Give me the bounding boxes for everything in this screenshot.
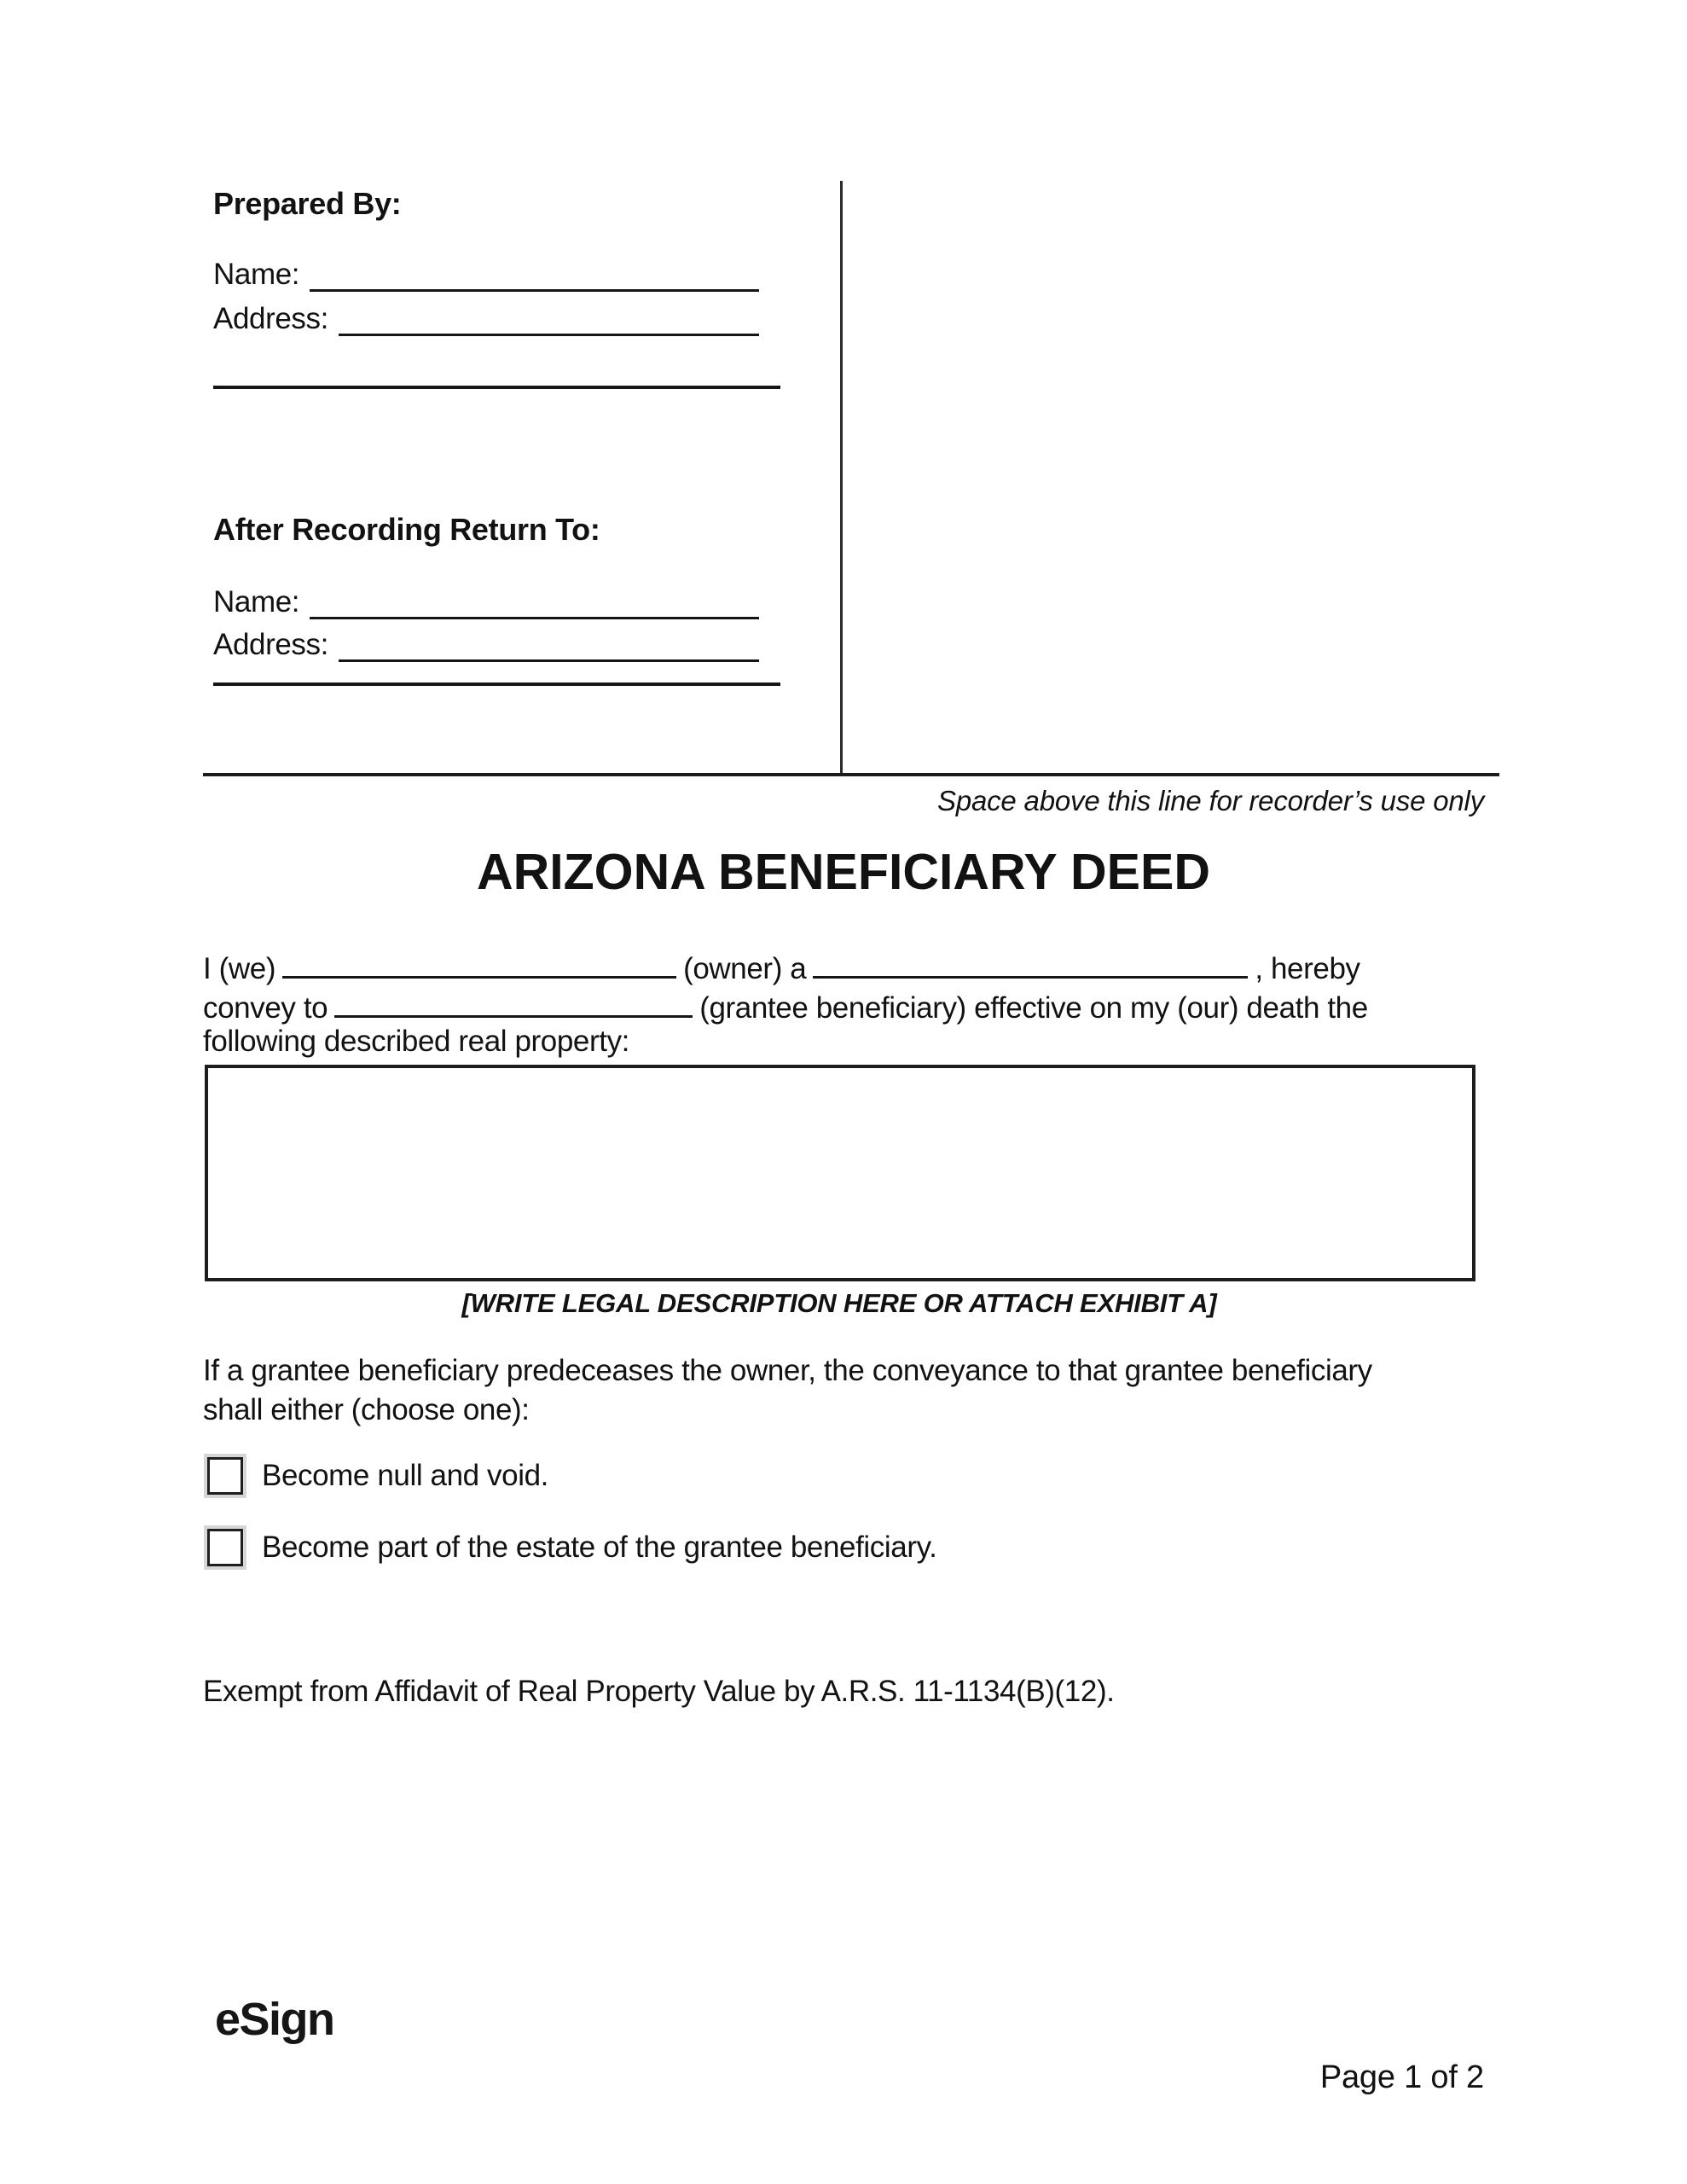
estate-checkbox[interactable] — [207, 1529, 243, 1566]
return-to-heading: After Recording Return To: — [213, 512, 600, 547]
intro-seg-owner-a: (owner) a — [683, 952, 807, 985]
legal-description-caption: [WRITE LEGAL DESCRIPTION HERE OR ATTACH EXHIBIT A] — [461, 1288, 1217, 1318]
option-estate — [203, 1527, 936, 1568]
recorder-note: Space above this line for recorder’s use only — [937, 785, 1484, 816]
prepared-by-address-label: Address: — [213, 302, 328, 335]
return-to-name-label: Name: — [213, 585, 300, 619]
exemption-note: Exempt from Affidavit of Real Property Value by A.R.S. 11-1134(B)(12). — [203, 1675, 1115, 1708]
prepared-by-address-line[interactable] — [339, 294, 759, 336]
page-indicator: Page 1 of 2 — [1319, 2059, 1484, 2095]
return-to-address-line[interactable] — [339, 620, 759, 662]
prepared-by-address-row — [213, 297, 759, 336]
grantee-beneficiary-blank[interactable] — [334, 983, 693, 1018]
intro-seg-grantee: (grantee beneficiary) effective on my (our) death the — [699, 991, 1368, 1025]
return-to-address-line-2[interactable] — [213, 682, 780, 686]
return-to-name-line[interactable] — [310, 578, 759, 619]
prepared-by-address-line-2[interactable] — [213, 386, 780, 389]
intro-seg-following: following described real property: — [203, 1025, 630, 1058]
esign-logo: eSign — [215, 1994, 334, 2045]
intro-line-3 — [203, 1022, 629, 1061]
prepared-by-name-line[interactable] — [310, 250, 759, 292]
owner-name-blank[interactable] — [282, 944, 676, 979]
prepared-by-heading: Prepared By: — [213, 186, 402, 221]
estate-label: Become part of the estate of the grantee beneficiary. — [262, 1531, 937, 1564]
intro-seg-hereby: , hereby — [1255, 952, 1360, 985]
legal-description-box[interactable] — [205, 1065, 1475, 1281]
null-and-void-label: Become null and void. — [262, 1459, 548, 1492]
intro-seg-i-we: I (we) — [203, 952, 276, 985]
prepared-by-name-label: Name: — [213, 258, 300, 291]
intro-seg-convey-to: convey to — [203, 991, 328, 1025]
page-title: ARIZONA BENEFICIARY DEED — [477, 844, 1210, 900]
prepared-by-name-row — [213, 253, 759, 292]
return-to-address-label: Address: — [213, 628, 328, 661]
choice-intro-line-2: shall either (choose one): — [203, 1393, 530, 1426]
option-null-and-void — [203, 1455, 548, 1496]
return-to-name-row — [213, 580, 759, 619]
choice-intro-line-1: If a grantee beneficiary predeceases the owner, the conveyance to that grantee beneficiary — [203, 1354, 1372, 1387]
owner-status-blank[interactable] — [813, 944, 1248, 979]
return-to-address-row — [213, 623, 759, 662]
recorder-column-divider — [840, 181, 843, 775]
recorder-rule — [203, 773, 1499, 776]
null-and-void-checkbox[interactable] — [207, 1457, 243, 1495]
